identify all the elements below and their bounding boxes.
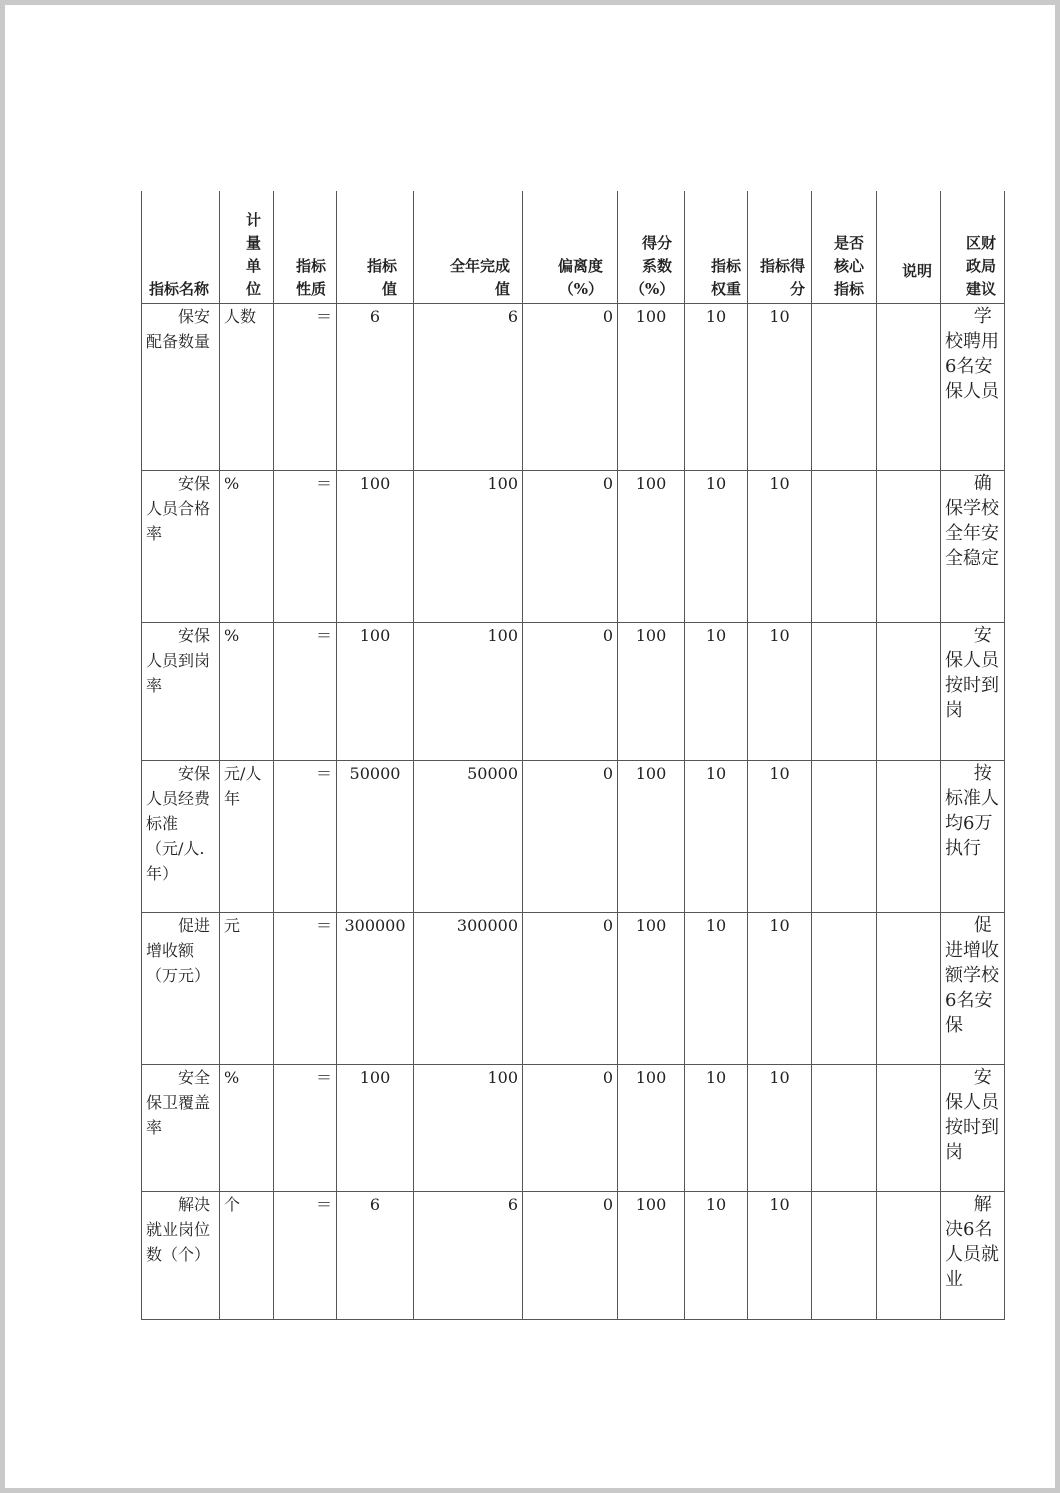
- performance-indicator-table: [141, 191, 1005, 1320]
- row-note: [877, 471, 941, 623]
- row-score-coef: 100: [618, 913, 685, 1065]
- row-weight: 10: [685, 1065, 748, 1192]
- row-core-flag: [812, 1065, 877, 1192]
- row-nature: ＝: [274, 471, 337, 623]
- document-page: [5, 5, 1055, 1488]
- row-nature: ＝: [274, 1065, 337, 1192]
- row-target-value: 100: [337, 623, 414, 761]
- header-score-coef: 得分系数（%）: [618, 191, 685, 304]
- row-core-flag: [812, 623, 877, 761]
- row-note: [877, 623, 941, 761]
- row-core-flag: [812, 1192, 877, 1320]
- header-score: 指标得分: [748, 191, 812, 304]
- row-nature: ＝: [274, 623, 337, 761]
- table-row: [142, 471, 1005, 623]
- row-indicator-name: 保安配备数量: [142, 304, 220, 471]
- row-core-flag: [812, 761, 877, 913]
- row-unit: 人数: [220, 304, 274, 471]
- header-unit: 计量单位: [220, 191, 274, 304]
- row-note: [877, 761, 941, 913]
- row-nature: ＝: [274, 913, 337, 1065]
- row-indicator-name: 安保人员合格率: [142, 471, 220, 623]
- header-advice: 区财政局建议: [941, 191, 1005, 304]
- row-weight: 10: [685, 623, 748, 761]
- row-deviation: 0: [523, 1065, 618, 1192]
- row-score-coef: 100: [618, 1192, 685, 1320]
- row-core-flag: [812, 913, 877, 1065]
- table-row: [142, 304, 1005, 471]
- header-row: [142, 191, 1005, 304]
- row-deviation: 0: [523, 623, 618, 761]
- header-deviation: 偏离度（%）: [523, 191, 618, 304]
- row-actual-value: 100: [414, 623, 523, 761]
- row-unit: %: [220, 471, 274, 623]
- row-advice: 解决6名人员就业: [941, 1192, 1005, 1320]
- row-unit: 元: [220, 913, 274, 1065]
- row-note: [877, 1065, 941, 1192]
- row-note: [877, 913, 941, 1065]
- row-actual-value: 6: [414, 304, 523, 471]
- row-actual-value: 100: [414, 1065, 523, 1192]
- row-indicator-name: 解决就业岗位数（个）: [142, 1192, 220, 1320]
- header-weight: 指标权重: [685, 191, 748, 304]
- table-row: [142, 623, 1005, 761]
- row-weight: 10: [685, 913, 748, 1065]
- row-score-coef: 100: [618, 304, 685, 471]
- row-score: 10: [748, 761, 812, 913]
- row-score: 10: [748, 1192, 812, 1320]
- row-deviation: 0: [523, 471, 618, 623]
- row-score-coef: 100: [618, 471, 685, 623]
- row-score: 10: [748, 623, 812, 761]
- header-actual: 全年完成值: [414, 191, 523, 304]
- row-target-value: 100: [337, 1065, 414, 1192]
- row-core-flag: [812, 471, 877, 623]
- row-target-value: 300000: [337, 913, 414, 1065]
- row-advice: 安保人员按时到岗: [941, 623, 1005, 761]
- row-indicator-name: 促进增收额（万元）: [142, 913, 220, 1065]
- header-nature: 指标性质: [274, 191, 337, 304]
- row-deviation: 0: [523, 913, 618, 1065]
- table-row: [142, 1065, 1005, 1192]
- row-unit: %: [220, 623, 274, 761]
- row-note: [877, 1192, 941, 1320]
- table-row: [142, 1192, 1005, 1320]
- header-core: 是否核心指标: [812, 191, 877, 304]
- table-row: [142, 913, 1005, 1065]
- header-note: 说明: [877, 191, 941, 304]
- row-actual-value: 6: [414, 1192, 523, 1320]
- row-core-flag: [812, 304, 877, 471]
- row-score: 10: [748, 304, 812, 471]
- row-weight: 10: [685, 1192, 748, 1320]
- row-deviation: 0: [523, 1192, 618, 1320]
- row-advice: 安保人员按时到岗: [941, 1065, 1005, 1192]
- row-deviation: 0: [523, 304, 618, 471]
- row-weight: 10: [685, 471, 748, 623]
- row-score: 10: [748, 913, 812, 1065]
- row-score-coef: 100: [618, 761, 685, 913]
- row-actual-value: 50000: [414, 761, 523, 913]
- row-deviation: 0: [523, 761, 618, 913]
- row-unit: 元/人年: [220, 761, 274, 913]
- row-nature: ＝: [274, 304, 337, 471]
- row-weight: 10: [685, 304, 748, 471]
- row-score: 10: [748, 1065, 812, 1192]
- table-row: [142, 761, 1005, 913]
- row-indicator-name: 安保人员经费标准（元/人.年）: [142, 761, 220, 913]
- row-weight: 10: [685, 761, 748, 913]
- header-indicator-name: 指标名称: [142, 191, 220, 304]
- row-advice: 确保学校全年安全稳定: [941, 471, 1005, 623]
- row-score-coef: 100: [618, 1065, 685, 1192]
- row-advice: 促进增收额学校6名安保: [941, 913, 1005, 1065]
- row-unit: %: [220, 1065, 274, 1192]
- row-advice: 按标准人均6万执行: [941, 761, 1005, 913]
- row-advice: 学校聘用6名安保人员: [941, 304, 1005, 471]
- row-target-value: 6: [337, 1192, 414, 1320]
- indicator-rows: [142, 304, 1005, 1320]
- row-target-value: 100: [337, 471, 414, 623]
- row-score-coef: 100: [618, 623, 685, 761]
- row-note: [877, 304, 941, 471]
- row-actual-value: 300000: [414, 913, 523, 1065]
- row-indicator-name: 安全保卫覆盖率: [142, 1065, 220, 1192]
- row-target-value: 6: [337, 304, 414, 471]
- row-target-value: 50000: [337, 761, 414, 913]
- header-target: 指标值: [337, 191, 414, 304]
- row-actual-value: 100: [414, 471, 523, 623]
- row-unit: 个: [220, 1192, 274, 1320]
- row-score: 10: [748, 471, 812, 623]
- row-indicator-name: 安保人员到岗率: [142, 623, 220, 761]
- row-nature: ＝: [274, 761, 337, 913]
- row-nature: ＝: [274, 1192, 337, 1320]
